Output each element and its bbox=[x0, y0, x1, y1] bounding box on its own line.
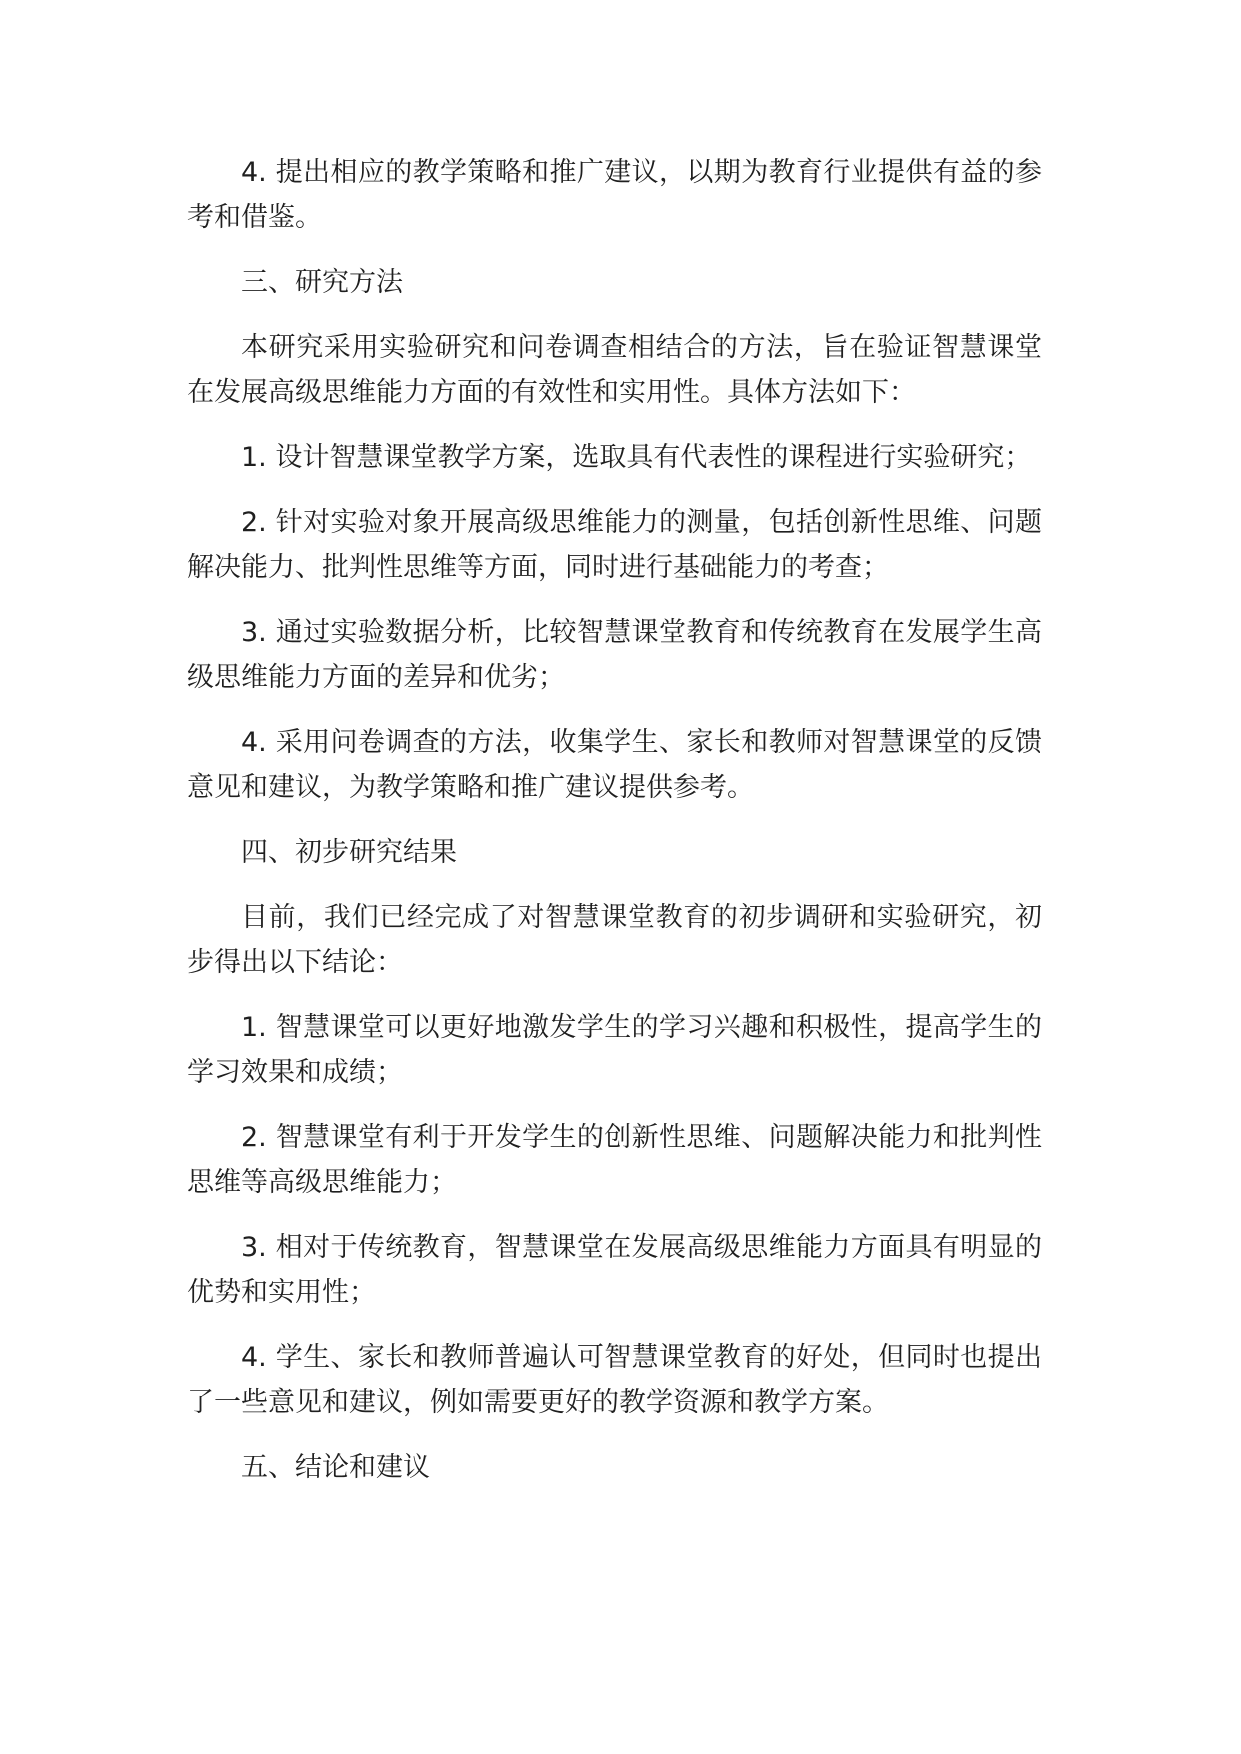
paragraph-method-1: 1. 设计智慧课堂教学方案，选取具有代表性的课程进行实验研究； bbox=[241, 442, 1032, 473]
section-heading-preliminary-results: 四、初步研究结果 bbox=[241, 837, 457, 868]
paragraph-method-3: 3. 通过实验数据分析，比较智慧课堂教育和传统教育在发展学生高级思维能力方面的差异和优劣； bbox=[187, 617, 1042, 693]
paragraph-result-4: 4. 学生、家长和教师普遍认可智慧课堂教育的好处，但同时也提出了一些意见和建议，例如需要更好的教学资源和教学方案。 bbox=[187, 1342, 1042, 1418]
document-page bbox=[187, 150, 1042, 1510]
paragraph-result-3: 3. 相对于传统教育，智慧课堂在发展高级思维能力方面具有明显的优势和实用性； bbox=[187, 1232, 1042, 1308]
section-heading-conclusions: 五、结论和建议 bbox=[241, 1452, 430, 1483]
paragraph-result-1: 1. 智慧课堂可以更好地激发学生的学习兴趣和积极性，提高学生的学习效果和成绩； bbox=[187, 1012, 1042, 1088]
paragraph-method-4: 4. 采用问卷调查的方法，收集学生、家长和教师对智慧课堂的反馈意见和建议，为教学策略和推广建议提供参考。 bbox=[187, 727, 1042, 803]
paragraph-results-intro: 目前，我们已经完成了对智慧课堂教育的初步调研和实验研究，初步得出以下结论： bbox=[187, 902, 1042, 978]
paragraph-method-2: 2. 针对实验对象开展高级思维能力的测量，包括创新性思维、问题解决能力、批判性思维等方面，同时进行基础能力的考查； bbox=[187, 507, 1042, 583]
paragraph-result-2: 2. 智慧课堂有利于开发学生的创新性思维、问题解决能力和批判性思维等高级思维能力； bbox=[187, 1122, 1042, 1198]
paragraph-goal-4: 4. 提出相应的教学策略和推广建议，以期为教育行业提供有益的参考和借鉴。 bbox=[187, 157, 1042, 233]
paragraph-methods-intro: 本研究采用实验研究和问卷调查相结合的方法，旨在验证智慧课堂在发展高级思维能力方面的有效性和实用性。具体方法如下： bbox=[187, 332, 1042, 408]
section-heading-research-methods: 三、研究方法 bbox=[241, 267, 403, 298]
